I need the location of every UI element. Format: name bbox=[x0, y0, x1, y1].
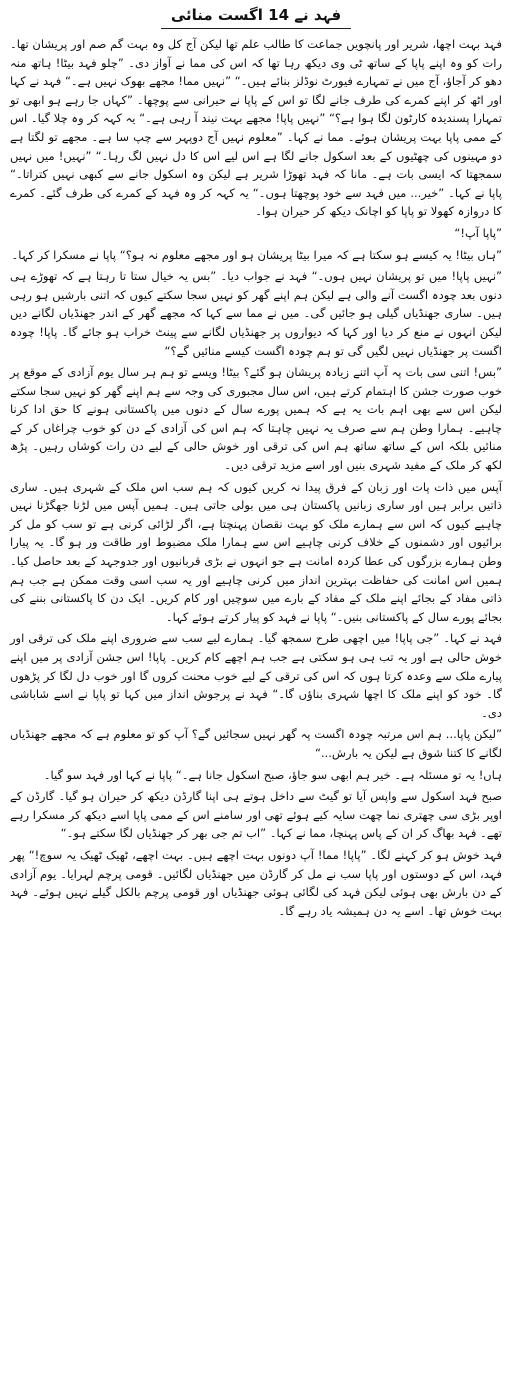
paragraph: ”لیکن پاپا... ہم اس مرتبہ چودہ اگست پہ گھر نہیں سجائیں گے؟ آپ کو تو معلوم ہے کہ مجھے جھنڈیاں لگانے کا کتنا شوق ہے لیکن یہ بارش...“ bbox=[10, 727, 502, 760]
paragraph: ”نہیں پاپا! میں تو پریشان نہیں ہوں۔“ فہد نے جواب دیا۔ ”بس یہ خیال ستا تا رہتا ہے کہ تھوڑے ہی دنوں بعد چودہ اگست آنے والی ہے لیکن ہم اپنے گھر کو نہیں سجا سکتے کیوں کہ اتنی بارشیں ہو رہی ہیں۔ ساری جھنڈیاں گیلی ہو جائیں گی۔ میں نے مما سے کہا کہ مجھے گھر کے اندر جھنڈیاں لگانے دیں لیکن انہوں نے منع کر دیا اور کہا کہ دیواروں پر جھنڈیاں لگانے سے پینٹ خراب ہو جائے گا۔ پاپا! چودہ اگست پر جھنڈیاں نہیں لگیں گی تو ہم چودہ اگست کیسے منائیں گے؟“ bbox=[10, 269, 502, 358]
article-body bbox=[10, 35, 502, 920]
paragraph: فہد بہت اچھا، شریر اور پانچویں جماعت کا طالب علم تھا لیکن آج کل وہ بہت گم صم اور پریشان تھا۔ رات کو وہ اپنے پاپا کے ساتھ ٹی وی دیکھ رہا تھا کہ اس کی مما نے آواز دی۔ ”چلو فہد بیٹا! ہاتھ منہ دھو کر آجاؤ، آج میں نے تمہارے فیورٹ نوڈلز بنائے ہیں۔“ ”نہیں مما! مجھے بھوک نہیں ہے۔“ فہد نے کہا اور اٹھ کر اپنے کمرے کی طرف جانے لگا تو اس کے پاپا نے حیرانی سے پوچھا۔ ”کہاں جا رہے ہو ابھی تو تمہارا پسندیدہ کارٹون لگا ہوا ہے؟“ ”نہیں پاپا! مجھے بہت نیند آ رہی ہے۔“ یہ کہہ کر وہ چلا گیا۔ اس کے ممی پاپا بہت پریشان ہوئے۔ مما نے کہا۔ ”معلوم نہیں آج دوپہر سے چپ سا ہے۔ مجھے تو لگتا ہے دو مہینوں کی چھٹیوں کے بعد اسکول جانے لگا ہے اس لیے اس کا دل نہیں لگ رہا۔“ ”نہیں! میں نہیں سمجھتا کہ ایسی بات ہے۔ مانا کہ فہد تھوڑا شریر ہے لیکن وہ اسکول جانے سے کبھی نہیں کتراتا۔“ پاپا نے کہا۔ ”خیر... میں فہد سے خود پوچھتا ہوں۔“ یہ کہہ کر وہ فہد کے کمرے کی طرف گئے۔ کمرے کا دروازہ کھولا تو پاپا کو اچانک دیکھ کر حیران ہوا۔ bbox=[10, 37, 502, 219]
paragraph: ”بس! اتنی سی بات پہ آپ اتنے زیادہ پریشان ہو گئے؟ بیٹا! ویسے تو ہم ہر سال یوم آزادی کے موقع پر خوب صورت جشن کا اہتمام کرتے ہیں، اس سال مجبوری کی وجہ سے ہم اپنے گھر کو نہیں سجا سکتے لیکن اس سے بھی اہم بات یہ ہے کہ ہمیں پورے سال کے دنوں میں پاکستانی ہونے کا حق ادا کرنا چاہیے۔ ہمارا وطن ہم سے صرف یہ نہیں چاہتا کہ ہم اس کی آزادی کے دن کو خوب چراغاں کر کے منائیں بلکہ اس کے ساتھ ساتھ ہم اس کی ترقی اور خوش حالی کے لیے دن رات کوشاں رہیں۔ پڑھ لکھ کر ملک کے مفید شہری بنیں اور اسے مزید ترقی دیں۔ bbox=[10, 365, 502, 473]
paragraph: صبح فہد اسکول سے واپس آیا تو گیٹ سے داخل ہوتے ہی اپنا گارڈن دیکھ کر حیران ہو گیا۔ گارڈن کے اوپر بڑی سی چھتری نما چھت سایہ کیے ہوئے تھی اور سامنے اس کے ممی پاپا اسے دیکھ کر مسکرا رہے تھے۔ فہد بھاگ کر ان کے پاس پہنچا، مما نے کہا۔ ”اب تم جی بھر کر جھنڈیاں لگا سکتے ہو۔“ bbox=[10, 789, 502, 841]
paragraph: ہاں! یہ تو مسئلہ ہے۔ خیر ہم ابھی سو جاؤ، صبح اسکول جانا ہے۔“ پاپا نے کہا اور فہد سو گیا۔ bbox=[43, 767, 502, 782]
paragraph: فہد خوش ہو کر کہنے لگا۔ ”پاپا! مما! آپ دونوں بہت اچھے ہیں۔ بہت اچھے، ٹھیک ٹھیک یہ سوچ!“ پھر فہد، اس کے دوستوں اور پاپا سب نے مل کر گارڈن میں جھنڈیاں لگائیں۔ قومی پرچم لہرایا۔ یوم آزادی کے دن بارش بھی ہوئی لیکن فہد کی لگائی ہوئی جھنڈیاں اور قومی پرچم بالکل گیلے نہیں ہوئے۔ فہد بہت خوش تھا۔ اسے یہ دن ہمیشہ یاد رہے گا۔ bbox=[10, 847, 502, 918]
paragraph: ”پاپا آپ!“ bbox=[454, 225, 502, 240]
title-area bbox=[10, 4, 502, 29]
paragraph: آپس میں ذات پات اور زبان کے فرق پیدا نہ کریں کیوں کہ ہم سب اس ملک کے شہری ہیں۔ ساری ذاتیں برابر ہیں اور ساری زبانیں پاکستان ہی میں بولی جاتی ہیں۔ ہمیں آپس میں لڑنا جھگڑنا نہیں چاہیے کیوں کہ اس سے ہمارے ملک کو بہت نقصان پہنچتا ہے، اگر لڑائی کرنی ہے تو سب کو مل کر برائیوں اور دشمنوں کے خلاف کرنی چاہیے اس سے ہمارا ملک مضبوط اور طاقت ور ہو گا۔ یہ پیارا وطن ہمارے بزرگوں کی عطا کردہ امانت ہے جو انہوں نے بڑی قربانیوں اور جدوجہد کے بعد حاصل کیا۔ ہمیں اس امانت کی حفاظت بہترین انداز میں کرنی چاہیے اور یہ سب اسی وقت ممکن ہے جب ہم ذاتی مفاد کے بجائے اپنے ملک کے مفاد کے بارے میں سوچیں اور کام کریں۔ ایک دن کا پاکستانی بننے کی بجائے پورے سال کے پاکستانی بنیں۔“ پاپا نے فہد کو پیار کرتے ہوئے کہا۔ bbox=[10, 479, 502, 624]
article-title: فہد نے 14 اگست منائی bbox=[161, 4, 351, 29]
paragraph: فہد نے کہا۔ ”جی پاپا! میں اچھی طرح سمجھ گیا۔ ہمارے لیے سب سے ضروری اپنے ملک کی ترقی اور خوش حالی ہے اور یہ تب ہی ہو سکتی ہے جب ہم اچھے کام کریں۔ پاپا! اس جشن آزادی پر میں اپنے پیارے ملک سے وعدہ کرتا ہوں کہ اس کی ترقی کے لیے خوب محنت کروں گا اور خوب دل لگا کر پڑھوں گا۔ خود کو اپنے ملک کا اچھا شہری بناؤں گا۔“ فہد نے پرجوش انداز میں کہا تو پاپا نے اسے شاباشی دی۔ bbox=[10, 631, 502, 720]
paragraph: ”ہاں بیٹا! یہ کیسے ہو سکتا ہے کہ میرا بیٹا پریشان ہو اور مجھے معلوم نہ ہو؟“ پاپا نے مسکرا کر کہا۔ bbox=[11, 247, 502, 262]
